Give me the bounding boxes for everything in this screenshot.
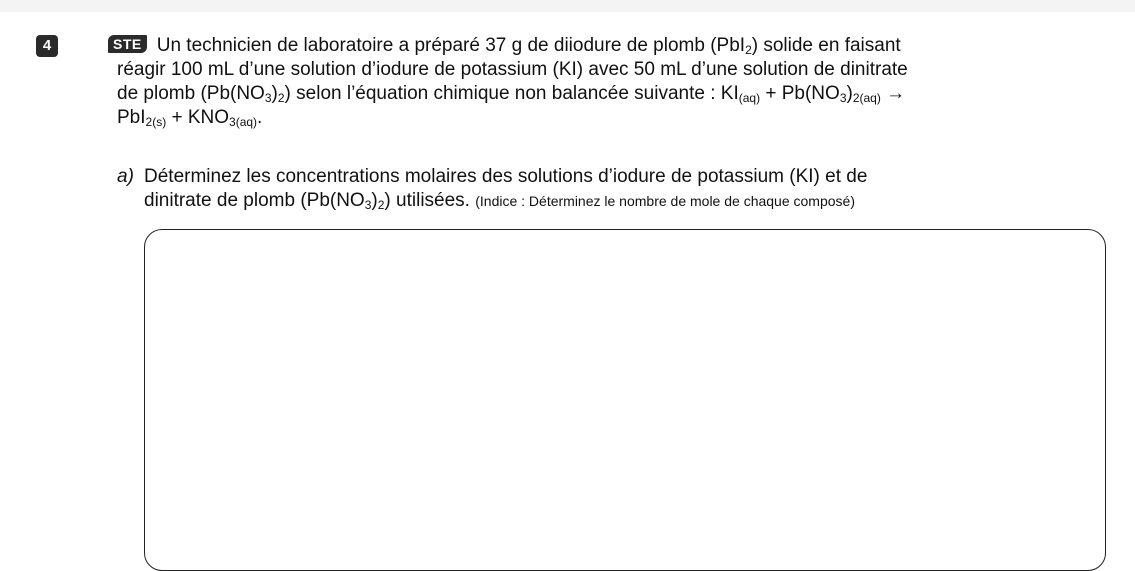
question-number-badge: 4 <box>36 35 58 57</box>
question-statement <box>113 34 1117 130</box>
part-a-line-2: dinitrate de plomb $(Pb(NO_3)_2)$ utilisées. (Indice : Déterminez le nombre de mole de chaque composé) <box>144 190 855 212</box>
part-a-letter: a) <box>117 166 134 187</box>
part-a <box>117 165 1117 213</box>
question-line-3: de plomb $(Pb(NO_3)_2)$ selon l’équation chimique non balancée suivante : $KI_{(aq)} + Pb(NO_3)_{2(aq)}$ → <box>117 83 906 105</box>
question-line-2: réagir 100 mL d’une solution d’iodure de potassium (KI) avec 50 mL d’une solution de dinitrate <box>117 59 908 80</box>
ste-badge: STE <box>108 35 147 53</box>
top-margin-strip <box>0 0 1135 12</box>
question-line-4: $PbI_{2(s)} + KNO_{3(aq)}$. <box>117 107 263 129</box>
answer-box[interactable] <box>144 229 1106 571</box>
question-line-1: STE Un technicien de laboratoire a préparé 37 g de diiodure de plomb (PbI$_2$) solide en faisant <box>108 34 1117 58</box>
part-a-hint: (Indice : Déterminez le nombre de mole de chaque composé) <box>475 193 855 209</box>
part-a-text <box>144 165 1117 213</box>
part-a-line-1: Déterminez les concentrations molaires des solutions d’iodure de potassium (KI) et de <box>144 166 868 187</box>
